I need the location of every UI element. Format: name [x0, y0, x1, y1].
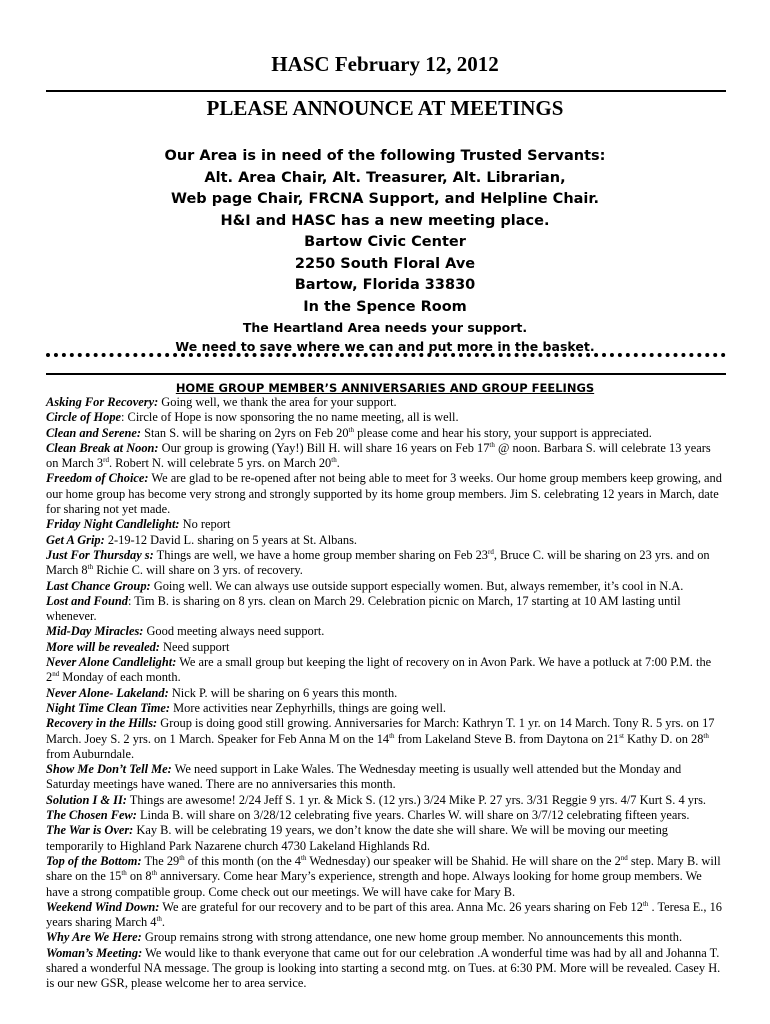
group-report	[46, 579, 726, 594]
group-name: Lost and Found	[46, 593, 128, 608]
group-report	[46, 655, 726, 686]
group-report	[46, 426, 726, 441]
group-name: More will be revealed:	[46, 639, 160, 654]
group-report	[46, 793, 726, 808]
group-name: Get A Grip:	[46, 532, 105, 547]
group-name: Never Alone Candlelight:	[46, 655, 177, 670]
announcement-line: Web page Chair, FRCNA Support, and Helpline Chair.	[170, 191, 599, 207]
basket-line: We need to save where we can and put more in the basket.	[175, 339, 595, 354]
group-report	[46, 946, 726, 992]
document-title: HASC February 12, 2012	[271, 52, 499, 76]
group-text: Things are well, we have a home group member sharing on Feb 23rd, Bruce C. will be sharing on 23 yrs. and on March 8th Richie C. will share on 3 yrs. of recovery.	[46, 547, 710, 578]
group-name: Freedom of Choice:	[46, 471, 149, 486]
announcement-line: In the Spence Room	[303, 298, 467, 315]
group-text: No report	[179, 517, 231, 532]
announcement-line: Alt. Area Chair, Alt. Treasurer, Alt. Librarian,	[204, 169, 566, 186]
group-name: Friday Night Candlelight:	[46, 517, 180, 532]
group-report	[46, 716, 726, 762]
group-reports	[46, 395, 726, 992]
group-name: Weekend Wind Down:	[46, 899, 160, 914]
group-report	[46, 594, 726, 625]
group-name: Clean Break at Noon:	[46, 440, 159, 455]
group-name: Recovery in the Hills:	[46, 716, 158, 731]
announcement-line: Our Area is in need of the following Trusted Servants:	[164, 148, 606, 164]
section-divider	[46, 373, 726, 375]
group-report	[46, 640, 726, 655]
group-name: Top of the Bottom:	[46, 853, 142, 868]
announcement-line: Bartow, Florida 33830	[294, 277, 476, 293]
group-text: Kay B. will be celebrating 19 years, we don’t know the date she will share. We will be moving our meeting temporarily to Highland Park Nazarene church 4730 Lakeland Highlands Rd.	[46, 823, 668, 853]
group-name: Solution I & II:	[46, 792, 127, 807]
group-text: More activities near Zephyrhills, things are going well.	[170, 700, 446, 715]
group-report	[46, 701, 726, 716]
group-text: Our group is growing (Yay!) Bill H. will share 16 years on Feb 17th @ noon. Barbara S. will celebrate 13 years on March 3rd. Robert N. will celebrate 5 yrs. on March 20th.	[46, 440, 711, 471]
document-subtitle: PLEASE ANNOUNCE AT MEETINGS	[206, 96, 564, 120]
group-report	[46, 686, 726, 701]
group-report	[46, 533, 726, 548]
group-name: Clean and Serene:	[46, 425, 141, 440]
group-text: We are grateful for our recovery and to be part of this area. Anna Mc. 26 years sharing on Feb 12th . Teresa E., 16 years sharing March 4th.	[46, 899, 722, 930]
announcement-line: H&I and HASC has a new meeting place.	[220, 212, 550, 229]
group-text: Going well. We can always use outside support especially women. But, always remember, it’s cool in N.A.	[150, 578, 684, 593]
group-report	[46, 900, 726, 931]
group-text: Going well, we thank the area for your support.	[158, 395, 397, 409]
group-report	[46, 517, 726, 532]
group-text: Stan S. will be sharing on 2yrs on Feb 20th please come and hear his story, your support is appreciated.	[141, 425, 652, 440]
group-text: Linda B. will share on 3/28/12 celebrating five years. Charles W. will share on 3/7/12 celebrating fifteen years.	[136, 808, 690, 823]
group-text: Good meeting always need support.	[143, 624, 325, 639]
group-report	[46, 395, 726, 410]
group-report	[46, 624, 726, 639]
group-name: Woman’s Meeting:	[46, 945, 143, 960]
group-name: Asking For Recovery:	[46, 395, 159, 409]
group-text: We are a small group but keeping the light of recovery on in Avon Park. We have a potluck at 7:00 P.M. the 2nd Monday of each month.	[46, 655, 712, 685]
group-text: Things are awesome! 2/24 Jeff S. 1 yr. & Mick S. (12 yrs.) 3/24 Mike P. 27 yrs. 3/31 Reggie 9 yrs. 4/7 Kurt S. 4 yrs.	[126, 792, 707, 807]
group-text: The 29th of this month (on the 4th Wednesday) our speaker will be Shahid. He will share on the 2nd step. Mary B. will share on the 15th on 8th anniversary. Come hear Mary’s experience, strength and hope. Always looking for home group members. We have a strong compatible group. Come check out our meetings. We will have cake for Mary B.	[46, 853, 721, 899]
group-text: We need support in Lake Wales. The Wednesday meeting is usually well attended but the Monday and Saturday meetings have waned. There are no anniversaries this month.	[46, 762, 682, 792]
group-name: Last Chance Group:	[46, 578, 151, 593]
group-name: Show Me Don’t Tell Me:	[46, 762, 172, 777]
group-text: : Tim B. is sharing on 8 yrs. clean on March 29. Celebration picnic on March, 17 starting at 10 AM lasting until whenever.	[46, 593, 681, 624]
group-text: Group is doing good still growing. Anniversaries for March: Kathryn T. 1 yr. on 14 March. Tony R. 5 yrs. on 17 March. Joey S. 2 yrs. on 1 March. Speaker for Feb Anna M on the 14th from Lakeland Steve B. from Daytona on 21st Kathy D. on 28th from Auburndale.	[46, 716, 715, 761]
group-report	[46, 410, 726, 425]
group-text: We would like to thank everyone that came out for our celebration .A wonderful time was had by all and Johanna T. shared a wonderful NA message. The group is looking into starting a second mtg. on Tues. at 6:30 PM. More will be revealed. Casey H. is our new GSR, please welcome her to area service.	[46, 945, 721, 991]
group-name: Why Are We Here:	[46, 930, 142, 945]
group-report	[46, 548, 726, 579]
group-text: We are glad to be re-opened after not being able to meet for 3 weeks. Our home group members keep growing, and our home group has become very strong and strongly supported by its home group members. Jim S. celebrating 12 years in March, date for sharing not yet made.	[46, 471, 722, 517]
group-report	[46, 471, 726, 517]
title-divider	[46, 90, 726, 92]
group-name: Night Time Clean Time:	[46, 700, 171, 715]
group-name: Just For Thursday s:	[46, 547, 154, 562]
group-report	[46, 808, 726, 823]
support-line: The Heartland Area needs your support.	[242, 320, 528, 335]
group-text: Need support	[159, 639, 230, 654]
group-report	[46, 441, 726, 472]
group-name: Circle of Hope	[46, 410, 122, 425]
group-name: Never Alone- Lakeland:	[46, 685, 169, 700]
dotted-divider	[46, 353, 726, 357]
group-text: Nick P. will be sharing on 6 years this month.	[168, 685, 398, 700]
group-text: : Circle of Hope is now sponsoring the no name meeting, all is well.	[121, 410, 459, 425]
announcement-line: 2250 South Floral Ave	[294, 255, 476, 272]
group-report	[46, 762, 726, 793]
announcement-block	[0, 146, 770, 356]
group-report	[46, 930, 726, 945]
group-report	[46, 854, 726, 900]
group-text: 2-19-12 David L. sharing on 5 years at St. Albans.	[104, 532, 357, 547]
group-name: The Chosen Few:	[46, 808, 137, 823]
group-name: The War is Over:	[46, 823, 134, 838]
group-report	[46, 823, 726, 854]
group-text: Group remains strong with strong attendance, one new home group member. No announcements this month.	[141, 930, 683, 945]
section-heading: HOME GROUP MEMBER’S ANNIVERSARIES AND GROUP FEELINGS	[175, 381, 595, 395]
group-name: Mid-Day Miracles:	[46, 624, 144, 639]
announcement-line: Bartow Civic Center	[304, 234, 466, 250]
